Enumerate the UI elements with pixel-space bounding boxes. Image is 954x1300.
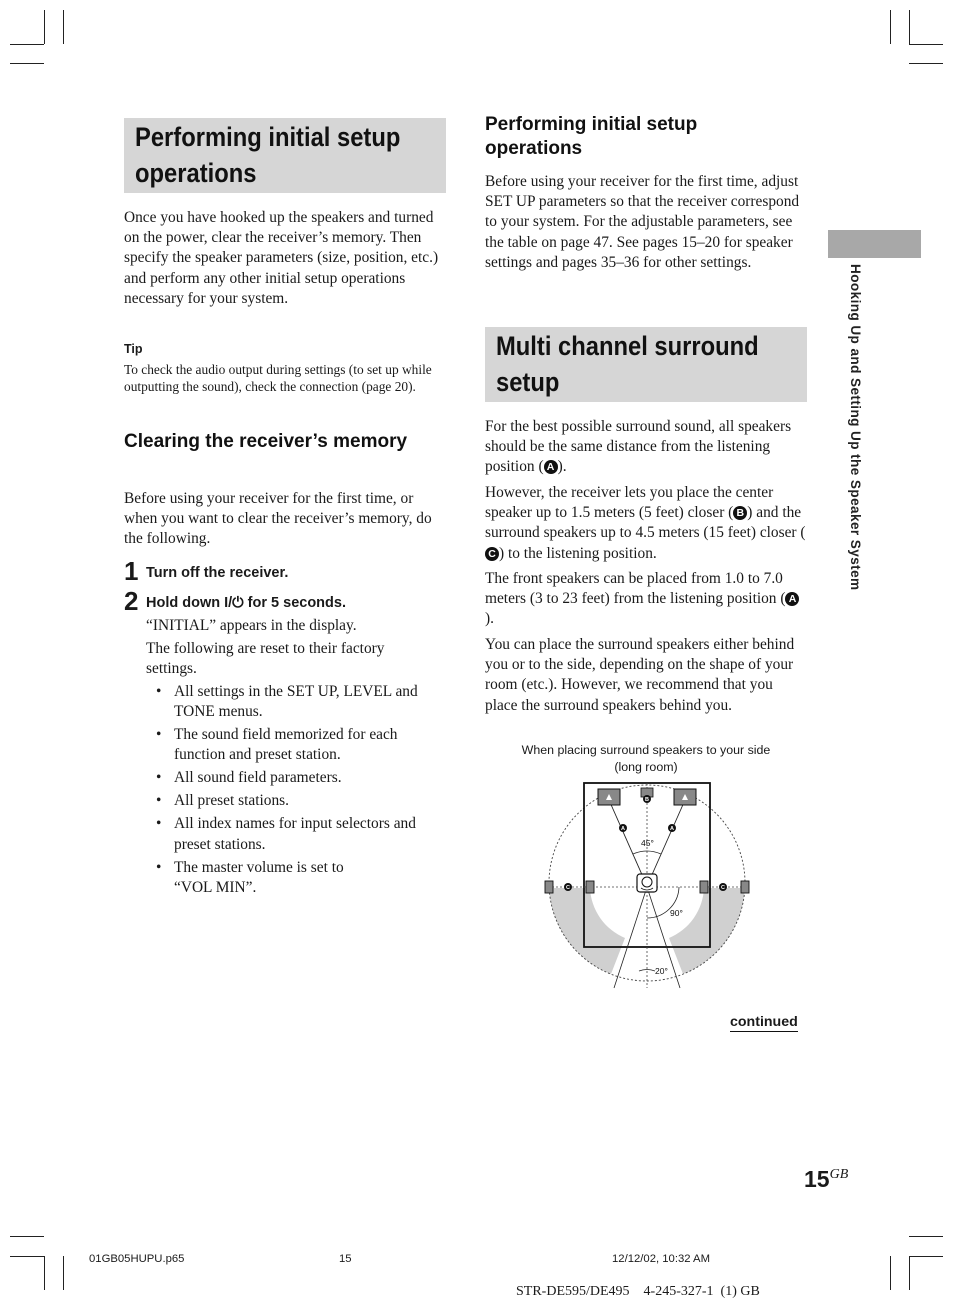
marker-a-icon bbox=[619, 824, 627, 832]
heading-box-surround bbox=[485, 327, 807, 402]
footer-model: STR-DE595/DE495 4-245-327-1 (1) GB bbox=[516, 1284, 760, 1299]
step-2-text: Hold down I/⏻ for 5 seconds. bbox=[146, 595, 346, 611]
list-item: • All settings in the SET UP, LEVEL and TONE menus. bbox=[146, 682, 446, 722]
crop-mark bbox=[10, 1256, 44, 1257]
clear-memory-heading: Clearing the receiver’s memory bbox=[124, 431, 408, 452]
surround-paragraph-1: For the best possible surround sound, all speakers should be the same distance from the listening position ( A ). bbox=[485, 418, 792, 476]
tip-text: To check the audio output during settings (to set up while outputting the sound), check the connection (page 20). bbox=[124, 362, 432, 394]
intro-paragraph: Once you have hooked up the speakers and turned on the power, clear the receiver’s memory. Then specify the speaker parameters (size, position, etc.) and perform any other initial setup operations necessary for your system. bbox=[124, 209, 439, 307]
marker-b: B bbox=[733, 506, 747, 520]
surround-title: Multi channel surround setup bbox=[496, 331, 759, 397]
front-left-speaker-icon bbox=[598, 789, 620, 805]
marker-b-icon bbox=[643, 795, 651, 803]
angle-label: 45° bbox=[641, 838, 654, 848]
step-2-reset: The following are reset to their factory settings. bbox=[146, 640, 385, 678]
svg-text:C: C bbox=[566, 885, 570, 892]
crop-mark bbox=[909, 63, 943, 64]
step-2-result: “INITIAL” appears in the display. bbox=[146, 617, 357, 634]
crop-mark bbox=[909, 10, 910, 44]
svg-text:A: A bbox=[670, 826, 674, 833]
crop-mark bbox=[909, 1256, 910, 1290]
section-tab bbox=[828, 230, 921, 258]
marker-a-icon bbox=[668, 824, 676, 832]
crop-mark bbox=[10, 1236, 44, 1237]
surround-paragraph-2: However, the receiver lets you place the center speaker up to 1.5 meters (5 feet) closer ( B ) and the surround speakers up to 4.5 meters (15 feet) closer (C ) to the listening position. bbox=[485, 484, 806, 562]
crop-mark bbox=[909, 1256, 943, 1257]
section-tab-label: Hooking Up and Setting Up the Speaker System bbox=[848, 264, 863, 591]
diagram-caption: When placing surround speakers to your side (long room) bbox=[521, 743, 771, 774]
svg-text:C: C bbox=[721, 885, 725, 892]
front-right-speaker-icon bbox=[674, 789, 696, 805]
heading-box-initial-setup bbox=[124, 118, 446, 193]
crop-mark bbox=[44, 10, 45, 44]
list-item: • The sound field memorized for each function and preset station. bbox=[146, 725, 446, 765]
svg-text:A: A bbox=[621, 826, 625, 833]
crop-mark bbox=[890, 10, 891, 44]
marker-a: A bbox=[785, 592, 799, 606]
crop-mark bbox=[10, 63, 44, 64]
angle-label: 90° bbox=[670, 908, 683, 918]
clear-memory-intro: Before using your receiver for the first time, or when you want to clear the receiver’s memory, do the following. bbox=[124, 490, 432, 548]
crop-mark bbox=[909, 1236, 943, 1237]
list-item: • All preset stations. bbox=[146, 791, 446, 811]
listener-icon bbox=[637, 874, 657, 892]
surround-paragraph-3: The front speakers can be placed from 1.0 to 7.0 meters (3 to 23 feet) from the listening position ( A). bbox=[485, 569, 807, 630]
step-2-number: 2 bbox=[124, 586, 139, 616]
continued-label: continued bbox=[730, 1014, 798, 1030]
angle-label: 20° bbox=[655, 966, 668, 976]
crop-mark bbox=[909, 44, 943, 45]
tip-label: Tip bbox=[124, 342, 143, 356]
reset-list bbox=[146, 682, 446, 901]
marker-a: A bbox=[544, 460, 558, 474]
initial-setup-text: Before using your receiver for the first time, adjust SET UP parameters so that the receiver correspond to your system. For the adjustable parameters, see the table on page 47. See pages 15–20 for speaker settings and pages 35–36 for other settings. bbox=[485, 173, 800, 271]
initial-setup-subheading: Performing initial setup operations bbox=[485, 114, 698, 159]
footer-file: 01GB05HUPU.p65 bbox=[89, 1253, 185, 1265]
svg-text:B: B bbox=[645, 797, 649, 804]
surround-paragraph-4: You can place the surround speakers either behind you or to the side, depending on the shape of your room (etc.). However, we recommend that you place the surround speakers behind you. bbox=[485, 636, 795, 714]
step-1-number: 1 bbox=[124, 556, 139, 586]
crop-mark bbox=[890, 1256, 891, 1290]
marker-c: C bbox=[485, 547, 499, 561]
crop-mark bbox=[63, 1256, 64, 1290]
crop-mark bbox=[63, 10, 64, 44]
crop-mark bbox=[44, 1256, 45, 1290]
list-item: • All index names for input selectors and preset stations. bbox=[146, 814, 446, 854]
list-item: • The master volume is set to “VOL MIN”. bbox=[146, 858, 364, 898]
footer-page: 15 bbox=[339, 1253, 352, 1265]
page-title: Performing initial setup operations bbox=[135, 122, 401, 188]
step-1-text: Turn off the receiver. bbox=[146, 565, 289, 581]
crop-mark bbox=[10, 44, 44, 45]
speaker-placement-diagram bbox=[540, 778, 754, 992]
page-number: 15GB bbox=[804, 1166, 849, 1192]
list-item: • All sound field parameters. bbox=[146, 768, 446, 788]
footer-date: 12/12/02, 10:32 AM bbox=[612, 1253, 710, 1265]
